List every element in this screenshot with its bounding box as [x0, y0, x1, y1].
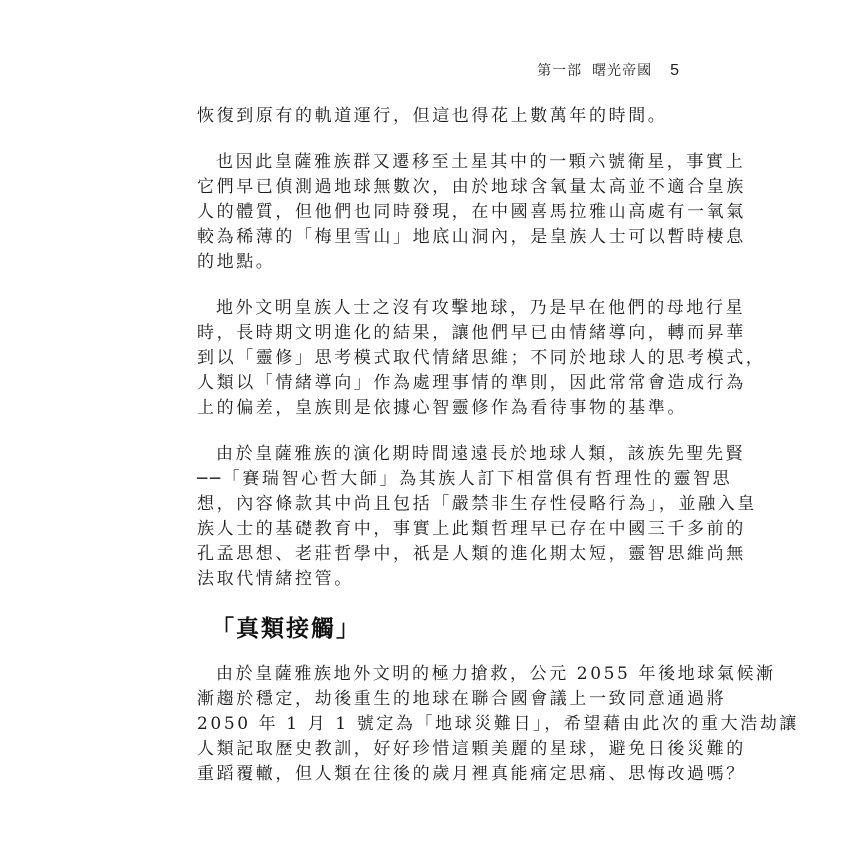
paragraph: [197, 104, 667, 129]
paragraph: [197, 150, 746, 275]
paragraph: [197, 662, 800, 787]
text-line: 由於皇薩雅族的演化期時間遠遠長於地球人類，該族先聖先賢: [216, 444, 746, 464]
text-line: 恢復到原有的軌道運行，但這也得花上數萬年的時間。: [197, 106, 668, 126]
text-line: 時，長時期文明進化的結果，讓他們早已由情緒導向，轉而昇華: [197, 323, 746, 343]
text-line: 也因此皇薩雅族群又遷移至土星其中的一顆六號衛星，事實上: [216, 152, 746, 172]
paragraph: [197, 442, 757, 592]
header-title: 曙光帝國: [592, 63, 653, 79]
text-line: 人類記取歷史教訓，好好珍惜這顆美麗的星球，避免日後災難的: [197, 739, 746, 759]
text-line: 較為稀薄的「梅里雪山」地底山洞內，是皇族人士可以暫時棲息: [197, 227, 746, 247]
header-part: 第一部: [537, 63, 583, 79]
text-line: 族人士的基礎教育中，事實上此類哲理早已存在中國三千多前的: [197, 519, 746, 539]
text-line: ──「賽瑞智心哲大師」為其族人訂下相當俱有哲理性的靈智思: [197, 469, 733, 489]
text-line: 上的偏差，皇族則是依據心智靈修作為看待事物的基準。: [197, 398, 687, 418]
body-text: [197, 104, 800, 787]
text-line: 想，內容條款其中尚且包括「嚴禁非生存性侵略行為」，並融入皇: [197, 494, 757, 514]
text-line: 孔孟思想、老莊哲學中，祇是人類的進化期太短，靈智思維尚無: [197, 544, 746, 564]
text-line: 法取代情緒控管。: [197, 569, 354, 589]
text-line: 由於皇薩雅族地外文明的極力搶救，公元 2055 年後地球氣候漸: [216, 664, 776, 684]
text-line: 2050 年 1 月 1 號定為「地球災難日」，希望藉由此次的重大浩劫讓: [197, 714, 800, 734]
text-line: 的地點。: [197, 252, 276, 272]
text-line: 漸趨於穩定，劫後重生的地球在聯合國會議上一致同意通過將: [197, 689, 727, 709]
text-line: 人的體質，但他們也同時發現，在中國喜馬拉雅山高處有一氧氣: [197, 202, 746, 222]
paragraph: [197, 296, 766, 421]
text-line: 地外文明皇族人士之沒有攻擊地球，乃是早在他們的母地行星: [216, 298, 746, 318]
text-line: 人類以「情緒導向」作為處理事情的準則，因此常常會造成行為: [197, 373, 746, 393]
running-header: [537, 60, 680, 80]
page-number: 5: [670, 62, 680, 79]
text-line: 它們早已偵測過地球無數次，由於地球含氧量太高並不適合皇族: [197, 177, 746, 197]
section-heading: 「真類接觸」: [211, 616, 361, 642]
text-line: 到以「靈修」思考模式取代情緒思維；不同於地球人的思考模式，: [197, 348, 766, 368]
text-line: 重蹈覆轍，但人類在往後的歲月裡真能痛定思痛、思悔改過嗎？: [197, 764, 746, 784]
